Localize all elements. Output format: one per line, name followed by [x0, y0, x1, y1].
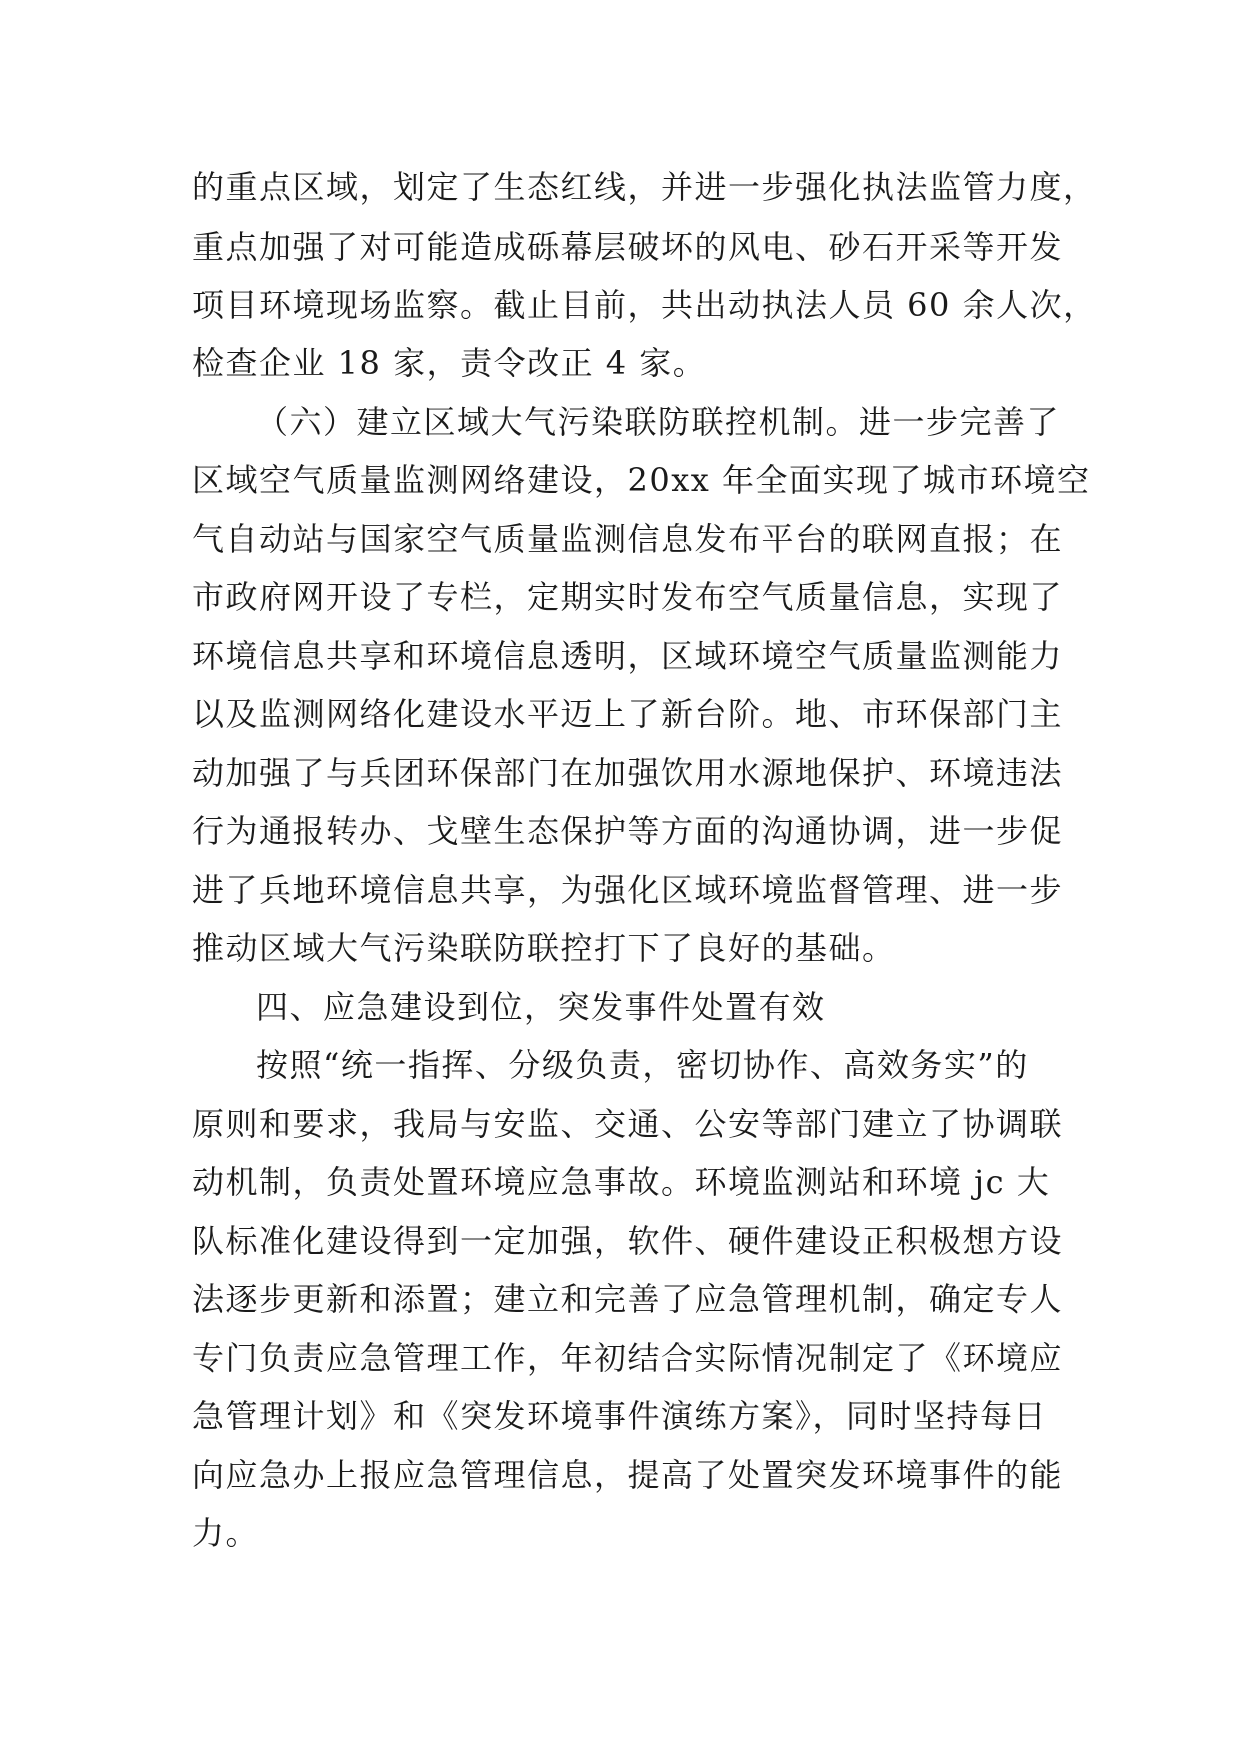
text-line: 的重点区域，划定了生态红线，并进一步强化执法监管力度， [192, 168, 1097, 206]
text-line: 市政府网开设了专栏，定期实时发布空气质量信息，实现了 [192, 578, 1064, 616]
text-line: 动机制，负责处置环境应急事故。环境监测站和环境 jc 大 [192, 1163, 1051, 1201]
text-line: 气自动站与国家空气质量监测信息发布平台的联网直报；在 [192, 520, 1064, 558]
text-line: 动加强了与兵团环保部门在加强饮用水源地保护、环境违法 [192, 754, 1064, 792]
text-line: 向应急办上报应急管理信息，提高了处置突发环境事件的能 [192, 1456, 1064, 1494]
section-heading-six: （六）建立区域大气污染联防联控机制。进一步完善了 [256, 403, 1061, 441]
text-line: 专门负责应急管理工作，年初结合实际情况制定了《环境应 [192, 1339, 1064, 1377]
text-line: 区域空气质量监测网络建设，20xx 年全面实现了城市环境空 [192, 461, 1091, 499]
text-line: 推动区域大气污染联防联控打下了良好的基础。 [192, 929, 896, 967]
text-line: 急管理计划》和《突发环境事件演练方案》，同时坚持每日 [192, 1397, 1048, 1435]
text-line: 按照“统一指挥、分级负责，密切协作、高效务实”的 [256, 1046, 1029, 1084]
text-line: 原则和要求，我局与安监、交通、公安等部门建立了协调联 [192, 1105, 1064, 1143]
text-line: 项目环境现场监察。截止目前，共出动执法人员 60 余人次， [192, 286, 1097, 324]
text-line: 行为通报转办、戈壁生态保护等方面的沟通协调，进一步促 [192, 812, 1064, 850]
text-line: 队标准化建设得到一定加强，软件、硬件建设正积极想方设 [192, 1222, 1064, 1260]
text-line: 检查企业 18 家，责令改正 4 家。 [192, 344, 707, 382]
text-line: 重点加强了对可能造成砾幕层破坏的风电、砂石开采等开发 [192, 228, 1064, 266]
text-line: 进了兵地环境信息共享，为强化区域环境监督管理、进一步 [192, 871, 1064, 909]
text-line: 力。 [192, 1514, 260, 1552]
text-line: 法逐步更新和添置；建立和完善了应急管理机制，确定专人 [192, 1280, 1064, 1318]
text-line: 以及监测网络化建设水平迈上了新台阶。地、市环保部门主 [192, 695, 1064, 733]
section-heading-four: 四、应急建设到位，突发事件处置有效 [256, 988, 826, 1026]
text-line: 环境信息共享和环境信息透明，区域环境空气质量监测能力 [192, 637, 1064, 675]
